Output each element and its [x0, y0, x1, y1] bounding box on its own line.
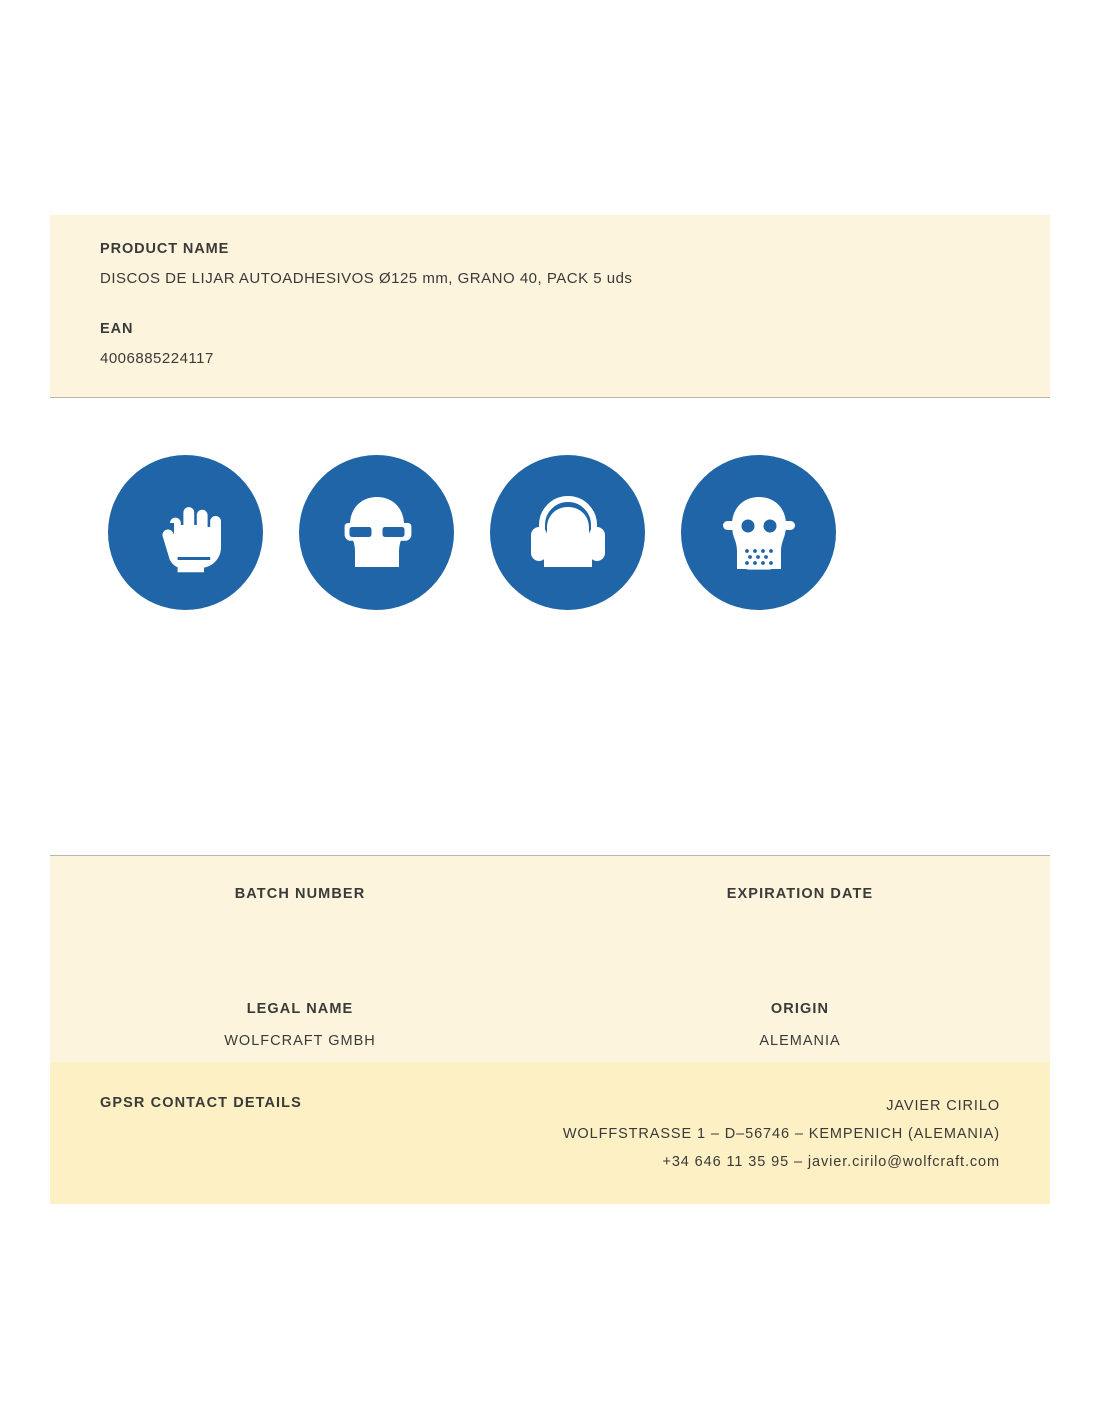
gpsr-contact-phone-email: +34 646 11 35 95 – javier.cirilo@wolfcraft.com — [662, 1154, 1000, 1170]
batch-row — [50, 886, 1050, 941]
ean-value: 4006885224117 — [100, 350, 214, 367]
legal-row — [50, 1001, 1050, 1050]
gpsr-contact-label: GPSR CONTACT DETAILS — [100, 1095, 302, 1111]
wear-ear-protection-icon — [490, 455, 645, 610]
gpsr-contact-person: JAVIER CIRILO — [886, 1098, 1000, 1114]
legal-name-column — [50, 1001, 550, 1050]
legal-name-value: WOLFCRAFT GMBH — [224, 1033, 376, 1049]
expiration-date-value — [570, 924, 1030, 941]
batch-number-column — [50, 886, 550, 941]
product-info-block — [50, 215, 1050, 398]
wear-eye-protection-icon — [299, 455, 454, 610]
safety-pictogram-row — [108, 455, 836, 610]
wear-protective-gloves-icon — [108, 455, 263, 610]
expiration-date-column — [550, 886, 1050, 941]
ean-label: EAN — [100, 321, 134, 337]
product-name-label: PRODUCT NAME — [100, 241, 230, 257]
legal-name-label: LEGAL NAME — [246, 1001, 354, 1017]
product-name-value: DISCOS DE LIJAR AUTOADHESIVOS Ø125 mm, GRANO 40, PACK 5 uds — [100, 270, 633, 287]
origin-label: ORIGIN — [770, 1001, 830, 1017]
wear-respiratory-protection-icon — [681, 455, 836, 610]
gpsr-contact-address: WOLFFSTRASSE 1 – D–56746 – KEMPENICH (ALEMANIA) — [562, 1126, 1000, 1142]
origin-column — [550, 1001, 1050, 1050]
gpsr-contact-block — [50, 1062, 1050, 1204]
batch-legal-block — [50, 855, 1050, 1081]
batch-number-label: BATCH NUMBER — [234, 886, 366, 902]
expiration-date-label: EXPIRATION DATE — [726, 886, 874, 902]
spacer — [100, 287, 1000, 321]
origin-value: ALEMANIA — [759, 1033, 841, 1049]
batch-number-value — [70, 924, 530, 941]
